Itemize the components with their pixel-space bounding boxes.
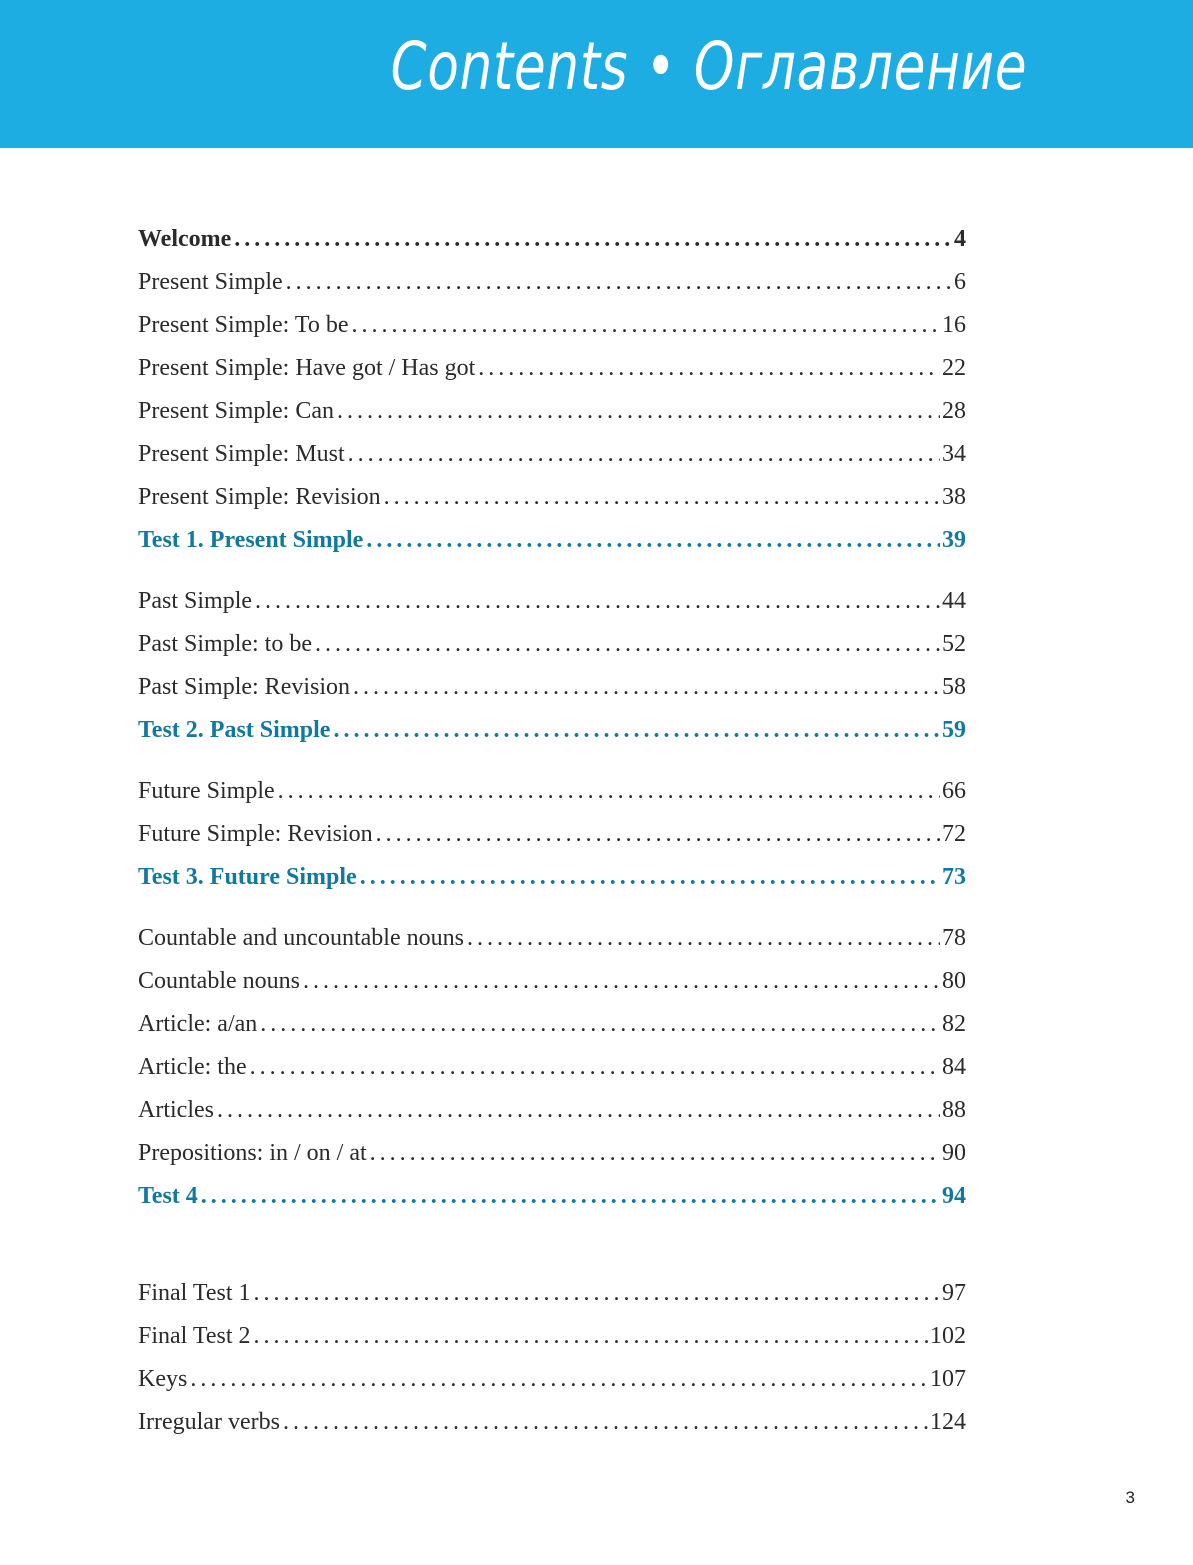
dot-leader xyxy=(366,527,940,554)
dot-leader xyxy=(384,484,940,511)
dot-leader xyxy=(234,226,952,253)
toc-entry-page: 88 xyxy=(942,1097,966,1123)
toc-entry-label: Present Simple: Revision xyxy=(138,484,381,510)
dot-leader xyxy=(478,355,940,382)
dot-leader xyxy=(333,717,940,744)
toc-entry-page: 94 xyxy=(942,1183,966,1209)
toc-entry-label: Test 1. Present Simple xyxy=(138,527,364,553)
dot-leader xyxy=(337,398,940,425)
toc-entry-page: 107 xyxy=(930,1366,966,1392)
toc-entry-label: Future Simple: Revision xyxy=(138,821,373,847)
table-of-contents xyxy=(138,226,966,1452)
dot-leader xyxy=(254,1280,940,1307)
toc-entry-label: Future Simple xyxy=(138,778,275,804)
toc-entry-label: Countable and uncountable nouns xyxy=(138,925,464,951)
toc-entry[interactable] xyxy=(138,1011,966,1054)
dot-leader xyxy=(360,864,940,891)
toc-entry-page: 78 xyxy=(942,925,966,951)
dot-leader xyxy=(201,1183,940,1210)
dot-leader xyxy=(250,1054,940,1081)
dot-leader xyxy=(376,821,940,848)
toc-entry[interactable] xyxy=(138,925,966,968)
toc-entry[interactable] xyxy=(138,1054,966,1097)
toc-entry-page: 22 xyxy=(942,355,966,381)
toc-group xyxy=(138,226,966,570)
toc-group xyxy=(138,1280,966,1452)
toc-entry-label: Article: the xyxy=(138,1054,247,1080)
group-spacer xyxy=(138,570,966,588)
toc-entry-page: 66 xyxy=(942,778,966,804)
toc-entry-label: Present Simple: Have got / Has got xyxy=(138,355,476,381)
toc-entry-test[interactable] xyxy=(138,717,966,760)
toc-entry-label: Irregular verbs xyxy=(138,1409,280,1435)
toc-entry-label: Present Simple: Must xyxy=(138,441,345,467)
dot-leader xyxy=(278,778,940,805)
dot-leader xyxy=(467,925,940,952)
toc-entry-page: 84 xyxy=(942,1054,966,1080)
toc-entry[interactable] xyxy=(138,226,966,269)
toc-entry[interactable] xyxy=(138,1366,966,1409)
toc-entry[interactable] xyxy=(138,355,966,398)
toc-entry[interactable] xyxy=(138,1097,966,1140)
toc-entry[interactable] xyxy=(138,631,966,674)
toc-group xyxy=(138,925,966,1226)
dot-leader xyxy=(217,1097,940,1124)
toc-entry[interactable] xyxy=(138,1140,966,1183)
dot-leader xyxy=(353,674,940,701)
toc-entry-label: Final Test 1 xyxy=(138,1280,251,1306)
toc-entry-label: Article: a/an xyxy=(138,1011,258,1037)
toc-entry-page: 4 xyxy=(954,226,966,252)
toc-entry-page: 38 xyxy=(942,484,966,510)
toc-entry-label: Articles xyxy=(138,1097,214,1123)
group-spacer xyxy=(138,1226,966,1280)
toc-entry-test[interactable] xyxy=(138,527,966,570)
toc-entry-page: 28 xyxy=(942,398,966,424)
group-spacer xyxy=(138,907,966,925)
toc-entry-label: Keys xyxy=(138,1366,188,1392)
group-spacer xyxy=(138,760,966,778)
toc-entry-page: 72 xyxy=(942,821,966,847)
page-number: 3 xyxy=(1125,1488,1135,1507)
toc-entry[interactable] xyxy=(138,588,966,631)
toc-entry-test[interactable] xyxy=(138,1183,966,1226)
toc-entry-page: 52 xyxy=(942,631,966,657)
toc-entry[interactable] xyxy=(138,1323,966,1366)
toc-entry-page: 102 xyxy=(930,1323,966,1349)
toc-entry-test[interactable] xyxy=(138,864,966,907)
toc-entry-page: 97 xyxy=(942,1280,966,1306)
toc-entry-page: 59 xyxy=(942,717,966,743)
toc-entry-page: 16 xyxy=(942,312,966,338)
toc-entry-page: 124 xyxy=(930,1409,966,1435)
toc-group xyxy=(138,778,966,907)
toc-entry-page: 6 xyxy=(954,269,966,295)
toc-entry-label: Present Simple: To be xyxy=(138,312,349,338)
toc-entry-label: Present Simple xyxy=(138,269,283,295)
dot-leader xyxy=(190,1366,928,1393)
toc-entry-label: Past Simple: Revision xyxy=(138,674,351,700)
toc-entry-label: Past Simple: to be xyxy=(138,631,312,657)
dot-leader xyxy=(254,1323,928,1350)
toc-entry-label: Prepositions: in / on / at xyxy=(138,1140,367,1166)
toc-entry-page: 39 xyxy=(942,527,966,553)
dot-leader xyxy=(283,1409,928,1436)
toc-entry[interactable] xyxy=(138,1280,966,1323)
toc-entry-page: 58 xyxy=(942,674,966,700)
toc-entry[interactable] xyxy=(138,269,966,312)
dot-leader xyxy=(303,968,940,995)
toc-entry[interactable] xyxy=(138,821,966,864)
dot-leader xyxy=(315,631,940,658)
toc-entry-label: Test 2. Past Simple xyxy=(138,717,331,743)
toc-entry-page: 82 xyxy=(942,1011,966,1037)
toc-entry-label: Welcome xyxy=(138,226,232,252)
toc-entry-label: Present Simple: Can xyxy=(138,398,334,424)
toc-entry-page: 80 xyxy=(942,968,966,994)
toc-entry[interactable] xyxy=(138,778,966,821)
toc-entry[interactable] xyxy=(138,968,966,1011)
toc-entry-label: Final Test 2 xyxy=(138,1323,251,1349)
page-title: Contents • Оглавление xyxy=(390,28,1027,105)
toc-entry[interactable] xyxy=(138,441,966,484)
toc-entry[interactable] xyxy=(138,312,966,355)
toc-entry-page: 90 xyxy=(942,1140,966,1166)
toc-entry-page: 73 xyxy=(942,864,966,890)
toc-entry[interactable] xyxy=(138,398,966,441)
toc-entry-page: 34 xyxy=(942,441,966,467)
dot-leader xyxy=(370,1140,940,1167)
toc-group xyxy=(138,588,966,760)
toc-entry-label: Countable nouns xyxy=(138,968,300,994)
dot-leader xyxy=(255,588,940,615)
toc-entry-page: 44 xyxy=(942,588,966,614)
dot-leader xyxy=(286,269,952,296)
toc-entry-label: Past Simple xyxy=(138,588,253,614)
toc-entry-label: Test 4 xyxy=(138,1183,198,1209)
toc-entry[interactable] xyxy=(138,674,966,717)
toc-entry-label: Test 3. Future Simple xyxy=(138,864,357,890)
toc-entry[interactable] xyxy=(138,1409,966,1452)
toc-entry[interactable] xyxy=(138,484,966,527)
dot-leader xyxy=(260,1011,940,1038)
dot-leader xyxy=(348,441,940,468)
dot-leader xyxy=(352,312,940,339)
header-banner xyxy=(0,0,1193,148)
